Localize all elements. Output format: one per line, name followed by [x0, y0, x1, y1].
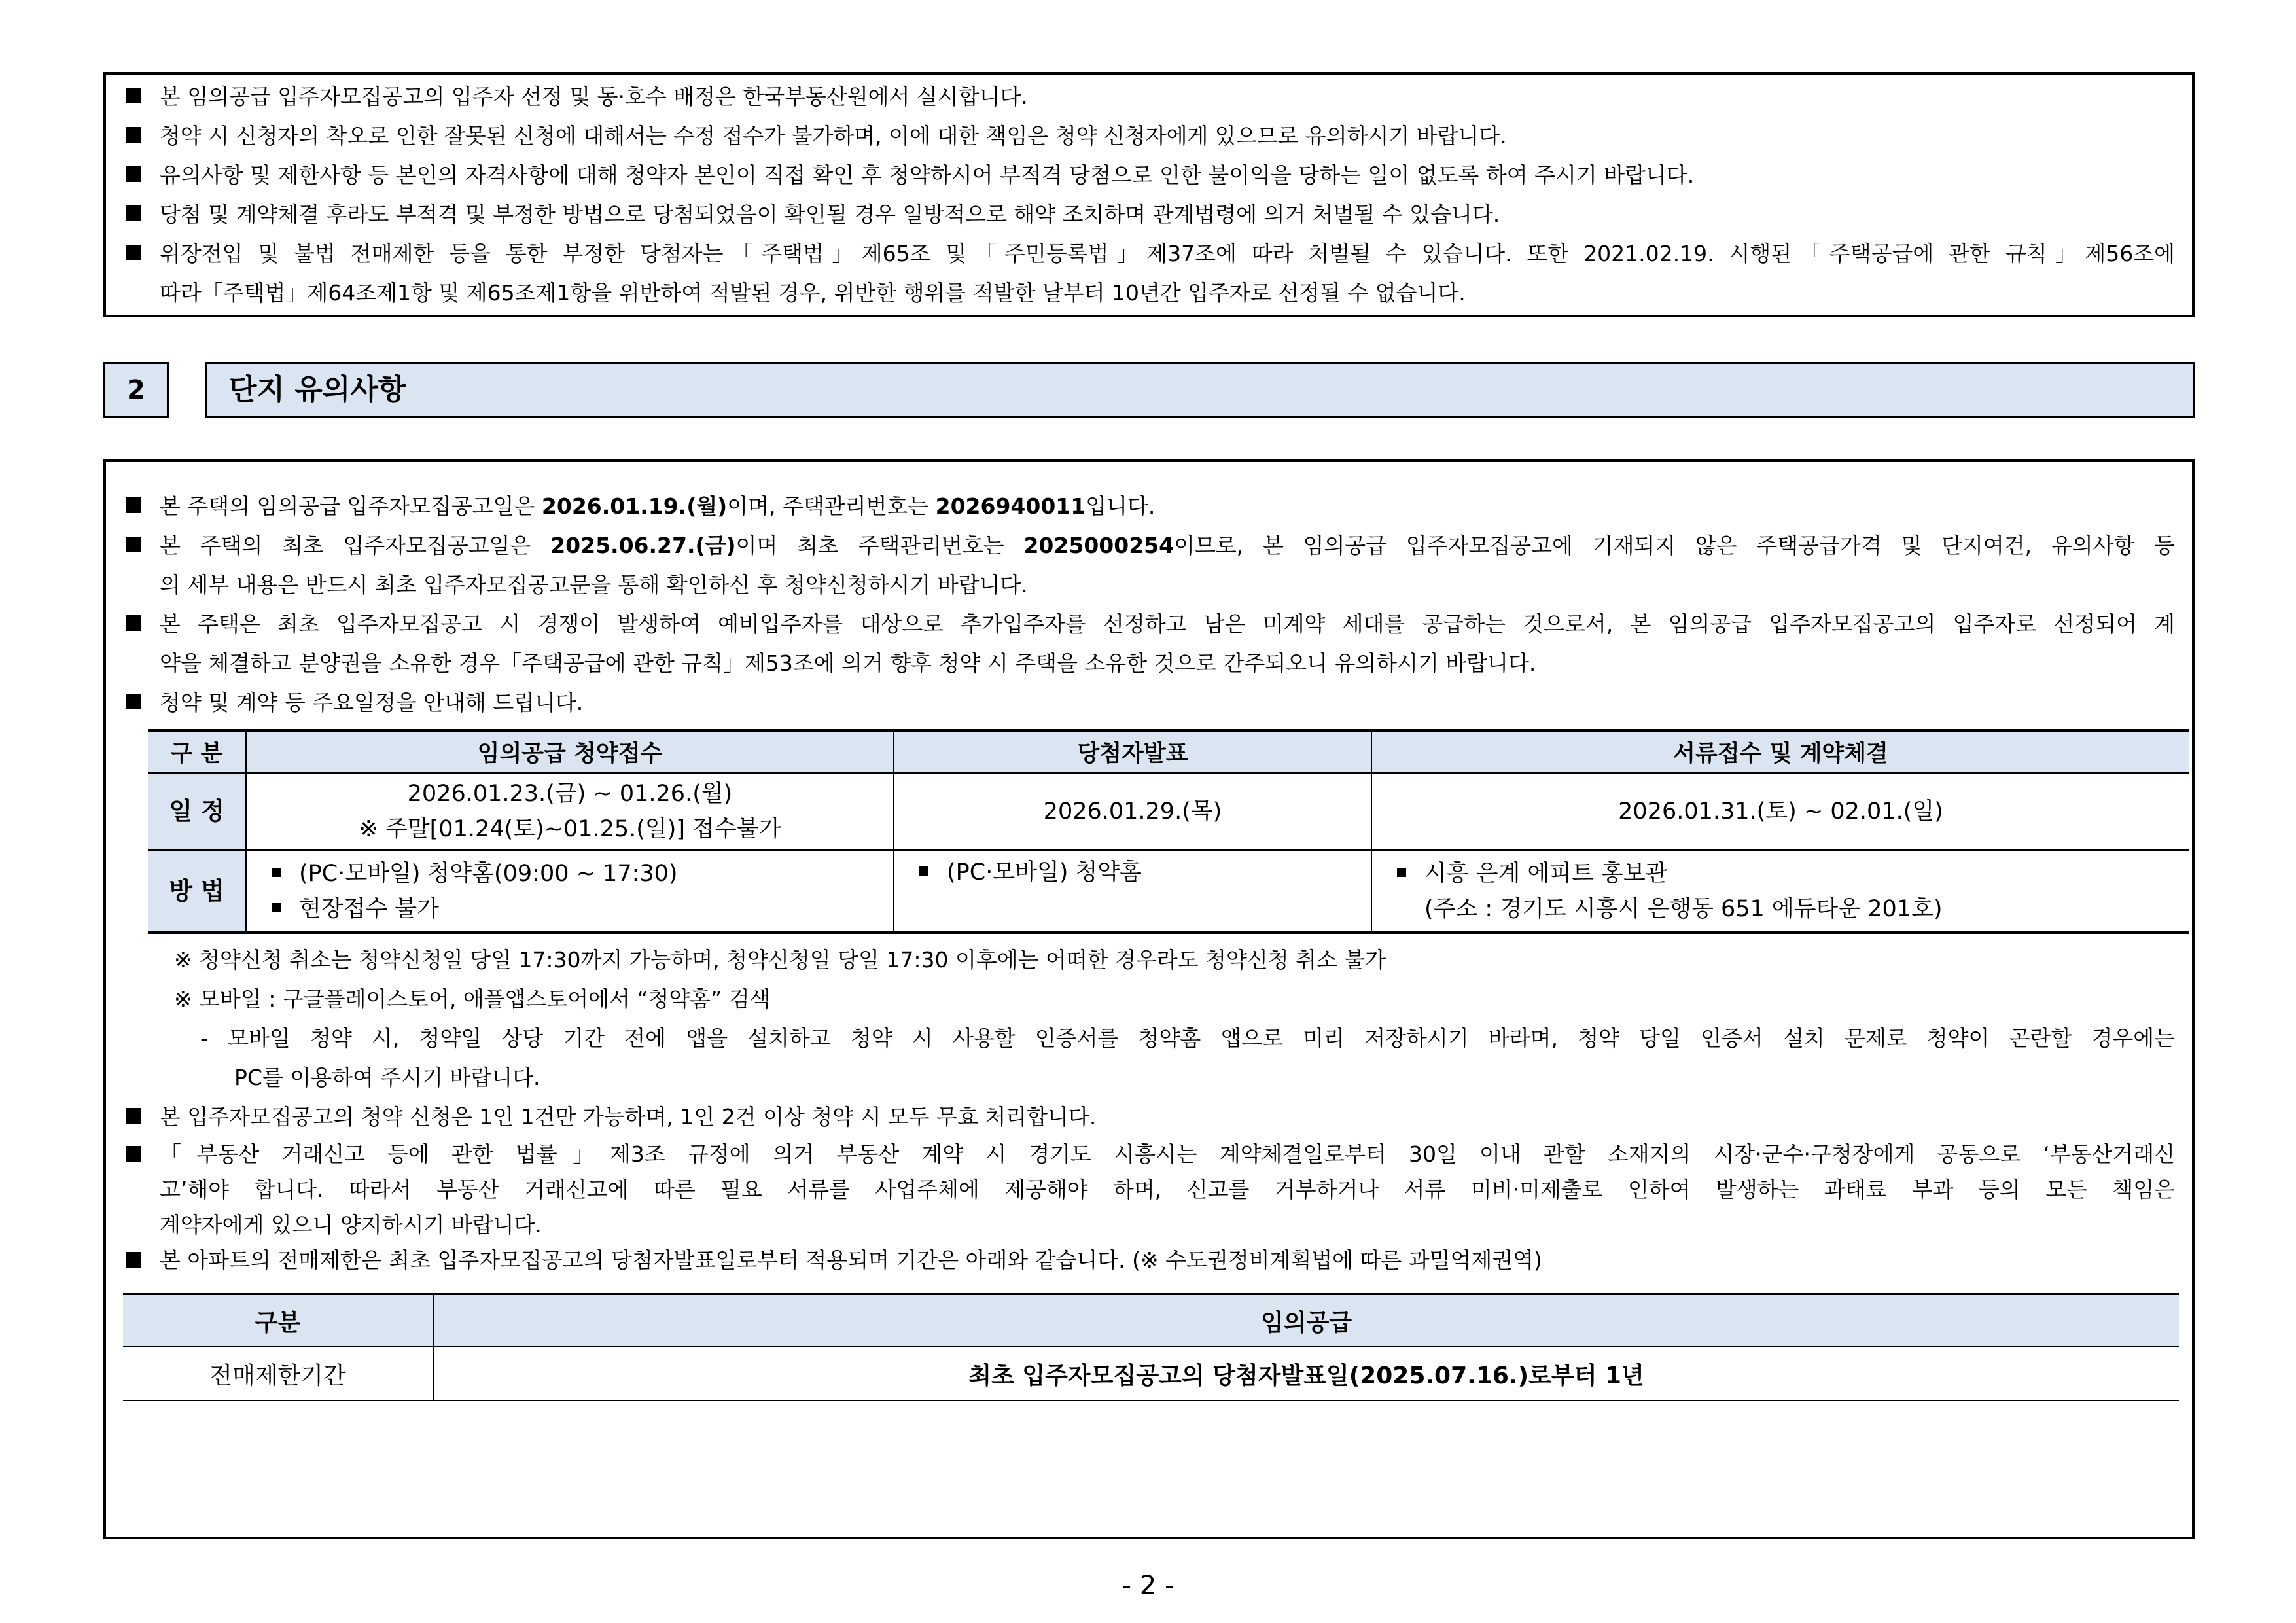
complex-item-5: 본 입주자모집공고의 청약 신청은 1인 1건만 가능하며, 1인 2건 이상 청약 시 모두 무효 처리합니다. — [123, 1097, 2175, 1137]
notice-box — [103, 72, 2195, 317]
row-label-schedule: 일 정 — [148, 773, 246, 850]
complex-item-1: 본 주택의 임의공급 입주자모집공고일은 2026.01.19.(월)이며, 주택관리번호는 2026940011입니다. — [123, 487, 2175, 526]
note-cancel: ※ 청약신청 취소는 청약신청일 당일 17:30까지 가능하며, 청약신청일 당일 17:30 이후에는 어떠한 경우라도 청약신청 취소 불가 — [174, 947, 1386, 972]
bullet-square-icon — [126, 497, 141, 513]
resale-restriction-table — [123, 1293, 2179, 1401]
note-mobile-detail-continued: PC를 이용하여 주시기 바랍니다. — [234, 1065, 540, 1090]
complex-item-2: 본 주택의 최초 입주자모집공고일은 2025.06.27.(금)이며 최초 주택관리번호는 2025000254이므로, 본 임의공급 입주자모집공고에 기재되지 않은 주택공급가격 및 단지여건, 유의사항 등 — [123, 526, 2175, 565]
notice-item: 위장전입 및 불법 전매제한 등을 통한 부정한 당첨자는「주택법」제65조 및「주민등록법」제37조에 따라 처벌될 수 있습니다. 또한 2021.02.19. 시행된「주택공급에 관한 규칙」제56조에 — [123, 234, 2175, 274]
resale-header: 임의공급 — [433, 1294, 2179, 1347]
announce-method: (PC·모바일) 청약홈 — [894, 850, 1371, 933]
complex-item-4: 청약 및 계약 등 주요일정을 안내해 드립니다. — [123, 683, 2175, 722]
bullet-square-icon — [126, 694, 141, 709]
notice-item: 당첨 및 계약체결 후라도 부적격 및 부정한 방법으로 당첨되었음이 확인될 경우 일방적으로 해약 조치하며 관계법령에 의거 처벌될 수 있습니다. — [123, 195, 2175, 234]
resale-label: 전매제한기간 — [123, 1347, 433, 1400]
schedule-header: 구 분 — [148, 730, 246, 773]
bullet-square-icon — [126, 1146, 141, 1162]
row-label-method: 방 법 — [148, 850, 246, 933]
schedule-header: 당첨자발표 — [894, 730, 1371, 773]
complex-item-2-continued: 의 세부 내용은 반드시 최초 입주자모집공고문을 통해 확인하신 후 청약신청하시기 바랍니다. — [160, 572, 1028, 597]
notice-item: 유의사항 및 제한사항 등 본인의 자격사항에 대해 청약자 본인이 직접 확인 후 청약하시어 부적격 당첨으로 인한 불이익을 당하는 일이 없도록 하여 주시기 바랍니다. — [123, 156, 2175, 195]
note-mobile-detail: - 모바일 청약 시, 청약일 상당 기간 전에 앱을 설치하고 청약 시 사용할 인증서를 청약홈 앱으로 미리 저장하시기 바라며, 청약 당일 인증서 설치 문제로 청약이 곤란할 경우에는 — [200, 1026, 2175, 1051]
bullet-square-icon — [126, 537, 141, 552]
complex-item-6-continued: 고’해야 합니다. 따라서 부동산 거래신고에 따른 필요 서류를 사업주체에 제공해야 하며, 신고를 거부하거나 서류 미비·미제출로 인하여 발생하는 과태료 부과 등의 모든 책임은 — [160, 1177, 2175, 1202]
contract-dates: 2026.01.31.(토) ~ 02.01.(일) — [1371, 773, 2189, 850]
page-number: - 2 - — [1122, 1571, 1174, 1601]
bullet-square-icon — [126, 1108, 141, 1124]
schedule-header: 임의공급 청약접수 — [246, 730, 894, 773]
complex-notes-box — [103, 459, 2195, 1539]
bullet-square-icon — [126, 1252, 141, 1268]
resale-header: 구분 — [123, 1294, 433, 1347]
schedule-header: 서류접수 및 계약체결 — [1371, 730, 2189, 773]
complex-item-3: 본 주택은 최초 입주자모집공고 시 경쟁이 발생하여 예비입주자를 대상으로 추가입주자를 선정하고 남은 미계약 세대를 공급하는 것으로서, 본 임의공급 입주자모집공고의 입주자로 선정되어 계 — [123, 605, 2175, 644]
resale-header-row — [123, 1294, 2179, 1347]
resale-value: 최초 입주자모집공고의 당첨자발표일(2025.07.16.)로부터 1년 — [433, 1347, 2179, 1400]
section-number: 2 — [103, 362, 169, 418]
section-title: 단지 유의사항 — [205, 362, 2195, 418]
notice-item-continued: 따라「주택법」제64조제1항 및 제65조제1항을 위반하여 적발된 경우, 위반한 행위를 적발한 날부터 10년간 입주자로 선정될 수 없습니다. — [160, 280, 1466, 306]
announce-date: 2026.01.29.(목) — [894, 773, 1371, 850]
schedule-header-row — [148, 730, 2189, 773]
bullet-square-icon — [126, 615, 141, 631]
bullet-square-icon — [126, 88, 141, 103]
complex-item-3-continued: 약을 체결하고 분양권을 소유한 경우「주택공급에 관한 규칙」제53조에 의거 향후 청약 시 주택을 소유한 것으로 간주되오니 유의하시기 바랍니다. — [160, 651, 1536, 676]
complex-item-6-continued: 계약자에게 있으니 양지하시기 바랍니다. — [160, 1212, 542, 1238]
notice-item: 본 임의공급 입주자모집공고의 입주자 선정 및 동·호수 배정은 한국부동산원에서 실시합니다. — [123, 77, 2175, 116]
apply-dates: 2026.01.23.(금) ~ 01.26.(월) ※ 주말[01.24(토)~01.25.(일)] 접수불가 — [246, 773, 894, 850]
contract-place: 시흥 은계 에피트 홍보관 (주소 : 경기도 시흥시 은행동 651 에듀타운 201호) — [1371, 850, 2189, 933]
complex-item-6: 「부동산 거래신고 등에 관한 법률」제3조 규정에 의거 부동산 계약 시 경기도 시흥시는 계약체결일로부터 30일 이내 관할 소재지의 시장·군수·구청장에게 공동으로 ‘부동산거래신 — [123, 1137, 2175, 1172]
schedule-table — [148, 729, 2189, 934]
note-mobile: ※ 모바일 : 구글플레이스토어, 애플앱스토어에서 “청약홈” 검색 — [174, 986, 771, 1012]
schedule-row-dates — [148, 773, 2189, 850]
apply-method: (PC·모바일) 청약홈(09:00 ~ 17:30) 현장접수 불가 — [246, 850, 894, 933]
notice-item: 청약 시 신청자의 착오로 인한 잘못된 신청에 대해서는 수정 접수가 불가하며, 이에 대한 책임은 청약 신청자에게 있으므로 유의하시기 바랍니다. — [123, 116, 2175, 156]
bullet-square-icon — [126, 166, 141, 182]
bullet-square-icon — [126, 205, 141, 221]
bullet-square-icon — [126, 245, 141, 260]
resale-row — [123, 1347, 2179, 1400]
bullet-square-icon — [126, 127, 141, 143]
schedule-row-methods — [148, 850, 2189, 933]
complex-item-7: 본 아파트의 전매제한은 최초 입주자모집공고의 당첨자발표일로부터 적용되며 기간은 아래와 같습니다. (※ 수도권정비계획법에 따른 과밀억제권역) — [123, 1243, 2175, 1278]
